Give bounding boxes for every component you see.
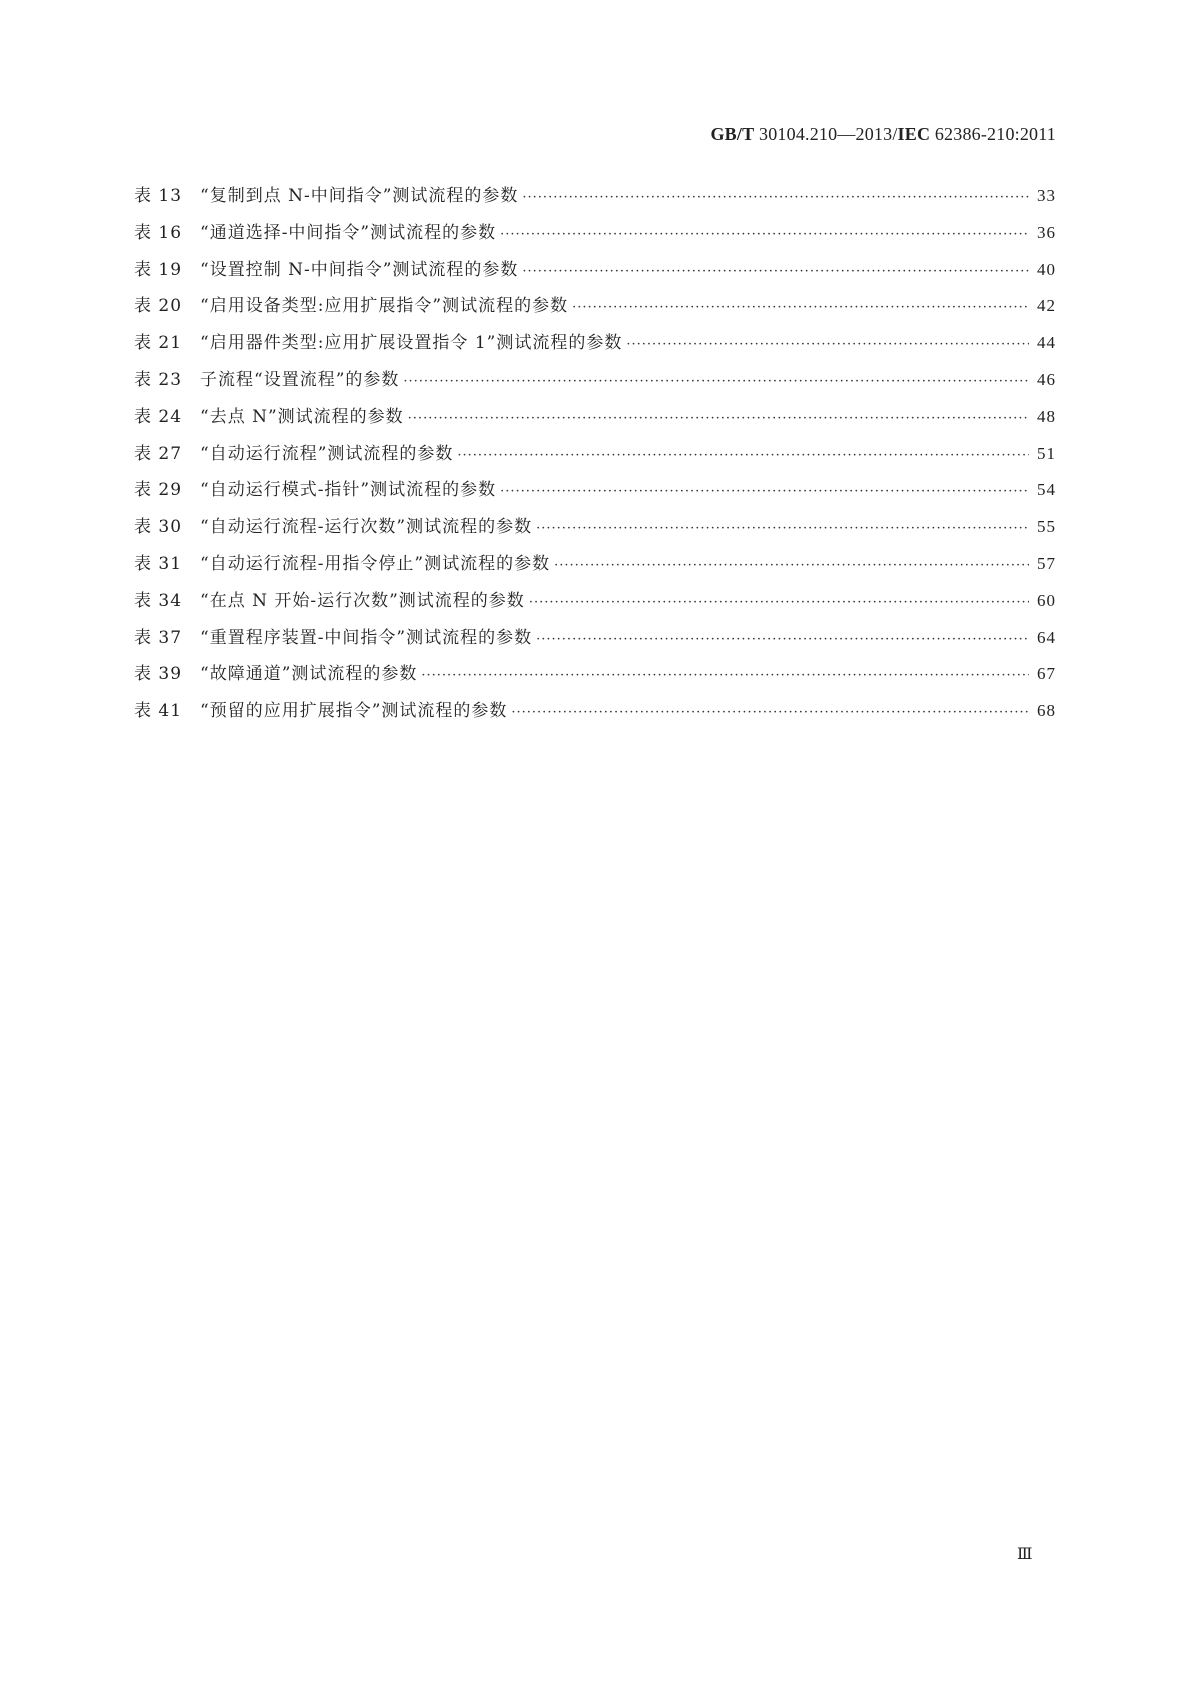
toc-page-number: 57 <box>1037 553 1056 573</box>
toc-dot-leader <box>626 337 1029 352</box>
toc-dot-leader <box>554 558 1029 573</box>
toc-entry[interactable] <box>134 586 1056 623</box>
toc-title: “重置程序装置-中间指令”测试流程的参数 <box>200 627 533 648</box>
toc-title: “启用器件类型:应用扩展设置指令 1”测试流程的参数 <box>200 333 623 354</box>
iec-prefix: IEC <box>897 124 931 144</box>
toc-table-number: 表 37 <box>134 627 183 648</box>
toc-dot-leader <box>522 264 1029 279</box>
toc-table-number: 表 24 <box>134 406 183 427</box>
toc-table-number: 表 23 <box>134 369 183 390</box>
toc-page-number: 68 <box>1037 701 1056 721</box>
toc-dot-leader <box>511 705 1029 720</box>
toc-title: “设置控制 N-中间指令”测试流程的参数 <box>200 259 519 280</box>
toc-dot-leader <box>457 448 1029 463</box>
toc-entry[interactable] <box>134 659 1056 696</box>
toc-dot-leader <box>572 300 1029 315</box>
toc-page-number: 42 <box>1037 296 1056 316</box>
toc-title: “自动运行流程-运行次数”测试流程的参数 <box>200 517 533 538</box>
toc-title: “自动运行模式-指针”测试流程的参数 <box>200 480 497 501</box>
toc-dot-leader <box>403 374 1029 389</box>
toc-entry[interactable] <box>134 623 1056 660</box>
toc-dot-leader <box>536 521 1029 536</box>
toc-title: “自动运行流程-用指令停止”测试流程的参数 <box>200 553 551 574</box>
toc-page-number: 48 <box>1037 406 1056 426</box>
toc-table-number: 表 20 <box>134 296 183 317</box>
toc-entry[interactable] <box>134 475 1056 512</box>
toc-title: “复制到点 N-中间指令”测试流程的参数 <box>200 186 519 206</box>
toc-page-number: 36 <box>1037 222 1056 242</box>
toc-entry[interactable] <box>134 402 1056 439</box>
toc-title: “自动运行流程”测试流程的参数 <box>200 443 454 464</box>
toc-table-number: 表 13 <box>134 186 183 206</box>
toc-table-number: 表 19 <box>134 259 183 280</box>
toc-dot-leader <box>421 668 1029 683</box>
toc-page-number: 46 <box>1037 369 1056 389</box>
toc-table-number: 表 21 <box>134 333 183 354</box>
toc-entry[interactable] <box>134 696 1056 733</box>
toc-page-number: 40 <box>1037 259 1056 279</box>
toc-table-number: 表 39 <box>134 664 183 685</box>
toc-page-number: 51 <box>1037 443 1056 463</box>
toc-dot-leader <box>408 411 1029 426</box>
page-number: Ⅲ <box>1017 1546 1033 1563</box>
toc-table-number: 表 41 <box>134 701 183 722</box>
toc-page-number: 67 <box>1037 664 1056 684</box>
toc-page-number: 60 <box>1037 590 1056 610</box>
toc-dot-leader <box>536 632 1029 647</box>
toc-table-number: 表 29 <box>134 480 183 501</box>
toc-entry[interactable] <box>134 549 1056 586</box>
toc-dot-leader <box>522 190 1029 205</box>
toc-entry[interactable] <box>134 439 1056 476</box>
toc-page-number: 44 <box>1037 333 1056 353</box>
toc-title: “在点 N 开始-运行次数”测试流程的参数 <box>200 590 525 611</box>
toc-dot-leader <box>529 595 1029 610</box>
toc-page-number: 64 <box>1037 627 1056 647</box>
toc-title: “通道选择-中间指令”测试流程的参数 <box>200 222 497 243</box>
toc-table-number: 表 27 <box>134 443 183 464</box>
page-header <box>710 124 1056 145</box>
toc-title: 子流程“设置流程”的参数 <box>200 369 400 390</box>
toc-page-number: 55 <box>1037 517 1056 537</box>
toc-dot-leader <box>500 484 1029 499</box>
toc-table-number: 表 16 <box>134 222 183 243</box>
toc-title: “启用设备类型:应用扩展指令”测试流程的参数 <box>200 296 569 317</box>
toc-table-number: 表 30 <box>134 517 183 538</box>
standard-prefix: GB/T <box>710 124 755 144</box>
toc-entry[interactable] <box>134 365 1056 402</box>
iec-number: 62386-210:2011 <box>934 124 1056 144</box>
toc-table-number: 表 31 <box>134 553 183 574</box>
toc-entry[interactable] <box>134 291 1056 328</box>
toc-entry[interactable] <box>134 181 1056 218</box>
toc-entry[interactable] <box>134 255 1056 292</box>
toc-title: “预留的应用扩展指令”测试流程的参数 <box>200 701 508 722</box>
toc-title: “去点 N”测试流程的参数 <box>200 406 404 427</box>
toc-page-number: 54 <box>1037 480 1056 500</box>
toc-title: “故障通道”测试流程的参数 <box>200 664 418 685</box>
standard-number: 30104.210—2013/ <box>759 124 898 144</box>
toc-table-number: 表 34 <box>134 590 183 611</box>
toc-page-number: 33 <box>1037 186 1056 205</box>
toc-entry[interactable] <box>134 512 1056 549</box>
table-of-contents <box>134 181 1056 733</box>
toc-entry[interactable] <box>134 328 1056 365</box>
toc-entry[interactable] <box>134 218 1056 255</box>
toc-dot-leader <box>500 227 1029 242</box>
